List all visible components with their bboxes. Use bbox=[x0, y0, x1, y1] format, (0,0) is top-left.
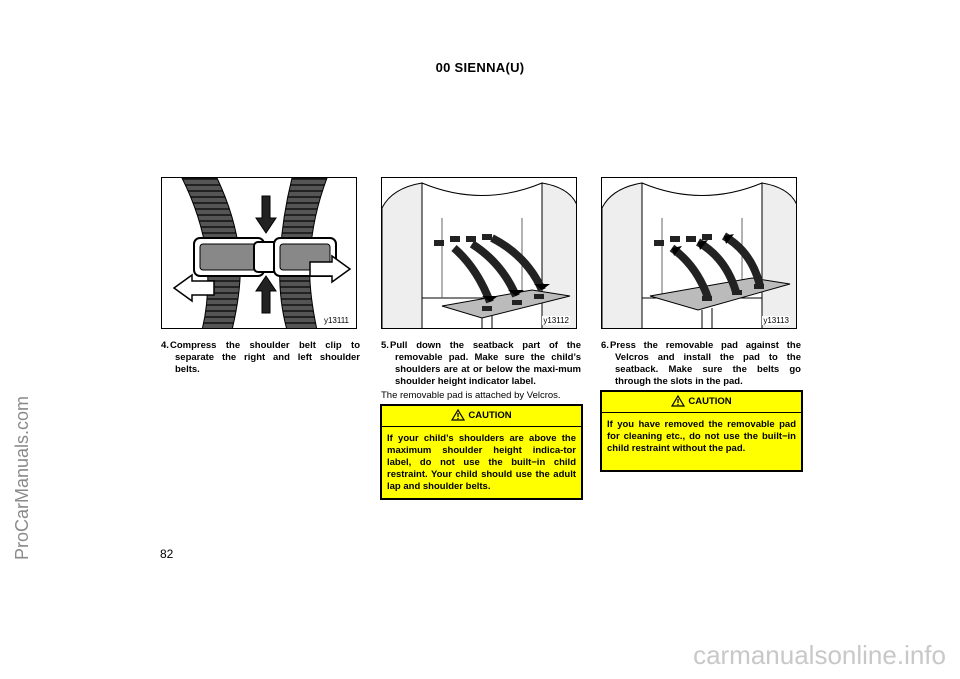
caution-header bbox=[382, 406, 581, 427]
caution-header bbox=[602, 392, 801, 413]
warning-triangle-icon bbox=[451, 409, 465, 421]
figure-code: y13112 bbox=[543, 316, 569, 325]
seatback-pad-icon bbox=[382, 178, 577, 329]
caution-box-removed-pad bbox=[600, 390, 803, 472]
caution-body: If you have removed the removable pad for cleaning etc., do not use the built−in child restraint without the pad. bbox=[607, 419, 796, 454]
step-number: 5. bbox=[381, 340, 389, 351]
step-5 bbox=[381, 340, 581, 388]
step-6 bbox=[601, 340, 801, 388]
buckle-icon bbox=[162, 178, 357, 329]
caution-title: CAUTION bbox=[468, 410, 512, 421]
page-number: 82 bbox=[160, 547, 174, 561]
velcro-note: The removable pad is attached by Velcros. bbox=[381, 390, 561, 401]
caution-body: If your child’s shoulders are above the maximum shoulder height indica-tor label, do not use the built−in child restraint. Your child should use the adult lap and shoulder belts. bbox=[387, 433, 576, 492]
footer-watermark: carmanualsonline.info bbox=[693, 640, 946, 670]
page-header: 00 SIENNA(U) bbox=[435, 60, 525, 75]
seatback-pad-install-icon bbox=[602, 178, 797, 329]
step-text: Pull down the seatback part of the removable pad. Make sure the child’s shoulders are at or below the maxi-mum shoulder height indicator label. bbox=[390, 340, 581, 387]
step-4 bbox=[161, 340, 360, 376]
step-text: Compress the shoulder belt clip to separate the right and left shoulder belts. bbox=[170, 340, 360, 375]
figure-install-pad bbox=[601, 177, 797, 329]
side-watermark: ProCarManuals.com bbox=[12, 395, 32, 560]
figure-pull-down-pad bbox=[381, 177, 577, 329]
caution-title: CAUTION bbox=[688, 396, 732, 407]
warning-triangle-icon bbox=[671, 395, 685, 407]
step-number: 4. bbox=[161, 340, 169, 351]
figure-belt-clip bbox=[161, 177, 357, 329]
step-number: 6. bbox=[601, 340, 609, 351]
figure-code: y13113 bbox=[763, 316, 789, 325]
caution-box-shoulder-height bbox=[380, 404, 583, 500]
figure-code: y13111 bbox=[323, 316, 349, 325]
step-text: Press the removable pad against the Velcros and install the pad to the seatback. Make sure the belts go through the slots in the pad. bbox=[610, 340, 801, 387]
